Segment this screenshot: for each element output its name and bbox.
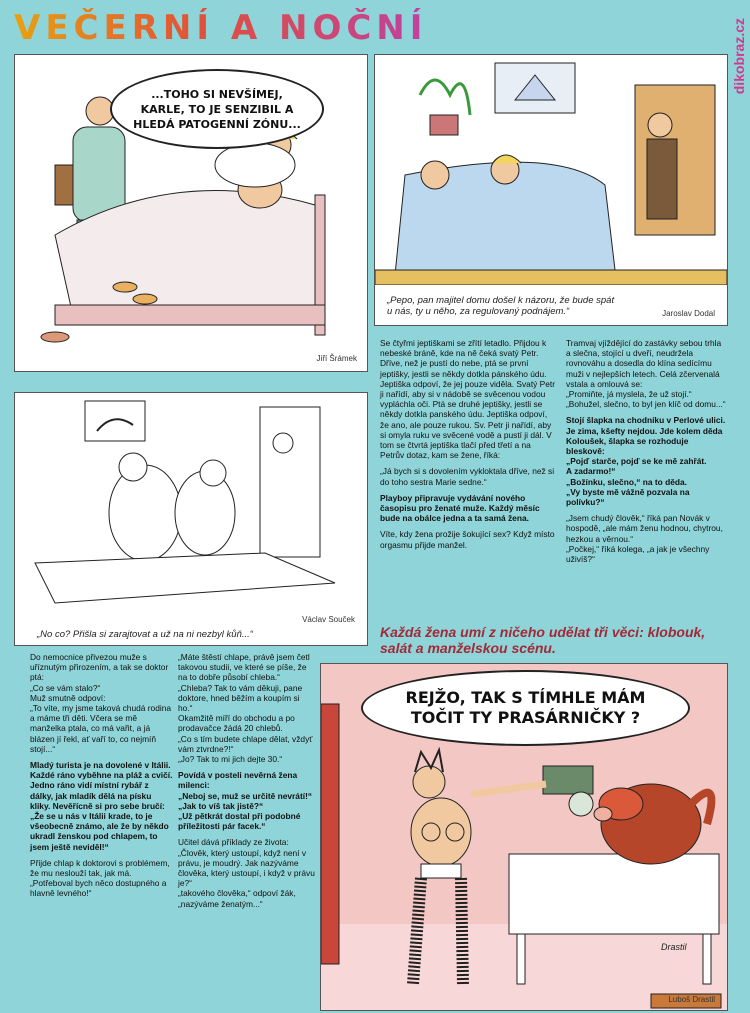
cartoon-3-caption: „No co? Přišla si zarajtovat a už na ni nezbyl kůň...“ bbox=[37, 629, 253, 640]
cartoon-panel-4 bbox=[320, 663, 728, 1011]
text-column-left-2 bbox=[178, 652, 316, 915]
joke-text: Tramvaj vjíždějící do zastávky sebou trhla a slečna, stojící u dveří, neudržela rovnováhu a dosedla do klína sedícímu muži v nejlepších letech. Celá zčervenalá vstala a omlouvá se: bbox=[566, 338, 722, 389]
cartoon-panel-3 bbox=[14, 392, 368, 646]
cartoon-2-illustration bbox=[375, 55, 727, 285]
text-column-middle bbox=[380, 338, 556, 556]
joke-text-bold: Stojí šlapka na chodníku v Perlové ulici. Je zima, kšefty nejdou. Jde kolem děda Koloušek, šlapka se rozhoduje bleskově: bbox=[566, 415, 726, 457]
joke-text: „Promiňte, já myslela, že už stojí.“ bbox=[566, 389, 692, 400]
joke-text: Do nemocnice přivezou muže s uříznutým přirozením, a tak se doktor ptá: bbox=[30, 652, 169, 683]
joke-text-bold: Mladý turista je na dovolené v Itálii. Každé ráno vyběhne na pláž a cvičí. Jedno ráno vidí místní rybář z dálky, jak mladík dělá na písku kliky. Nevěřícně si pro sebe bručí: bbox=[30, 760, 173, 811]
joke-text-bold: „Už pětkrát dostal při podobné příležitosti pár facek.“ bbox=[178, 811, 301, 832]
cartoon-4-signature: Drastil bbox=[661, 942, 687, 952]
joke-text-bold: A zadarmo!“ bbox=[566, 466, 616, 477]
cartoon-1-bubble-text: ...TOHO SI NEVŠÍMEJ, KARLE, TO JE SENZIBIL A HLEDÁ PATOGENNÍ ZÓNU... bbox=[133, 87, 301, 131]
joke-text: „Máte štěstí chlape, právě jsem četl takovou studii, ve které se píše, že na to dobře působí chleba.“ bbox=[178, 652, 310, 683]
joke-text: Víte, kdy žena prožije šokující sex? Když místo orgasmu přijde manžel. bbox=[380, 529, 555, 550]
text-column-right bbox=[566, 338, 726, 570]
cartoon-4-speech-bubble bbox=[361, 670, 690, 746]
cartoon-2-credit: Jaroslav Dodal bbox=[662, 309, 715, 318]
joke-text: „Chleba? Tak to vám děkuji, pane doktore, hned běžím a koupím si ho.“ bbox=[178, 682, 303, 714]
cartoon-4-bubble-text: REJŽO, TAK S TÍMHLE MÁM TOČIT TY PRASÁRNIČKY ? bbox=[405, 688, 646, 727]
pull-quote: Každá žena umí z ničeho udělat tři věci: klobouk, salát a manželskou scénu. bbox=[380, 624, 706, 656]
site-url: dikobraz.cz bbox=[731, 18, 747, 95]
joke-text-bold: „Jak to víš tak jistě?“ bbox=[178, 800, 264, 811]
joke-text: Učitel dává příklady ze života: bbox=[178, 837, 289, 848]
joke-text: „Co se vám stalo?“ bbox=[30, 682, 101, 693]
joke-text: „Člověk, který ustoupí, když není v právu, je moudrý. Jak nazýváme člověka, který ustoupí, i když v právu je?“ bbox=[178, 847, 315, 889]
joke-text-bold: „Vy byste mě vážně pozvala na polívku?“ bbox=[566, 486, 690, 508]
cartoon-panel-1 bbox=[14, 54, 368, 372]
joke-text: „To víte, my jsme taková chudá rodina a máme tři děti. Včera se mě manželka ptala, co má vařit, a já blázen jí řekl, ať vaří to, co nejmíň stojí...“ bbox=[30, 703, 172, 754]
joke-text-bold: Playboy připravuje vydávání nového časopisu pro ženaté muže. Každý měsíc bude na obálce jedna a ta samá žena. bbox=[380, 492, 540, 524]
cartoon-panel-2 bbox=[374, 54, 728, 326]
cartoon-2-caption: „Pepo, pan majitel domu došel k názoru, že bude spát u nás, ty u něho, za regulovaný podnájem.“ bbox=[387, 295, 615, 317]
joke-text-bold: „Božínku, slečno,“ na to děda. bbox=[566, 476, 687, 487]
cartoon-4-credit: Luboš Drastil bbox=[668, 995, 715, 1004]
joke-text-bold: „Že se u nás v Itálii krade, to je všeobecně známo, ale že by někdo ukradl ženskou pod chlapem, to jsem ještě neviděl!“ bbox=[30, 811, 169, 852]
joke-text: „Potřeboval bych něco dostupného a hlavně levného!“ bbox=[30, 878, 167, 899]
page-title: VEČERNÍ A NOČNÍ bbox=[14, 8, 428, 48]
joke-text: „Já bych si s dovolením vykloktala dříve, než si do toho sestra Marie sedne.“ bbox=[380, 466, 555, 487]
joke-text: „takového člověka,“ odpoví žák, „nazýváme ženatým...“ bbox=[178, 888, 296, 909]
joke-text: „Jo? Tak to mi jich dejte 30.“ bbox=[178, 754, 283, 765]
joke-text: „Počkej,“ říká kolega, „a jak je všechny uživíš?“ bbox=[566, 543, 710, 565]
joke-text: Se čtyřmi jeptiškami se zřítí letadlo. Přijdou k nebeské bráně, kde na ně čeká svatý Petr. Dříve, než je pustí do nebe, ptá se první jeptišky, jestli se někdy dotkla pánského údu. Jeptiška odpoví, že jej pouze viděla. Svatý Petr ji nařídí, aby si v nádobě se svěcenou vodou vypláchla oči. Ptá se druhé jeptišky, jestli se někdy dotkla panského údu. Jeptiška odpoví, že ano, ale pouze rukou. Sv. Petr ji nařídí, aby si omyla ruku ve svěcené vodě a pustí ji dál. V tom se čtvrtá jeptiška tlačí před třetí a na Petrův dotaz, kam se žene, říká: bbox=[380, 338, 556, 461]
joke-text: Okamžitě míří do obchodu a po prodavačce žádá 20 chlebů. bbox=[178, 713, 295, 734]
cartoon-1-credit: Jiří Šrámek bbox=[316, 354, 357, 363]
joke-text-bold: „Neboj se, muž se určitě nevrátí!“ bbox=[178, 790, 313, 801]
joke-text: Přijde chlap k doktorovi s problémem, že mu neslouží tak, jak má. bbox=[30, 857, 170, 879]
text-column-left bbox=[30, 652, 173, 905]
joke-text: Muž smutně odpoví: bbox=[30, 692, 106, 703]
cartoon-3-illustration bbox=[15, 393, 367, 608]
cartoon-3-credit: Václav Souček bbox=[302, 615, 355, 624]
joke-text: „Co s tím budete chlape dělat, vždyť vám ztvrdne?!“ bbox=[178, 733, 313, 754]
joke-text: „Bohužel, slečno, to byl jen klíč od domu...“ bbox=[566, 399, 726, 410]
joke-text-bold: Povídá v posteli nevěrná žena milenci: bbox=[178, 770, 298, 791]
cartoon-1-speech-bubble bbox=[110, 69, 324, 149]
joke-text-bold: „Pojď starče, pojď se ke mě zahřát. bbox=[566, 456, 707, 467]
joke-text: „Jsem chudý člověk,“ říká pan Novák v hospodě, „ale mám ženu hodnou, chytrou, hezkou a věrnou.“ bbox=[566, 513, 723, 544]
